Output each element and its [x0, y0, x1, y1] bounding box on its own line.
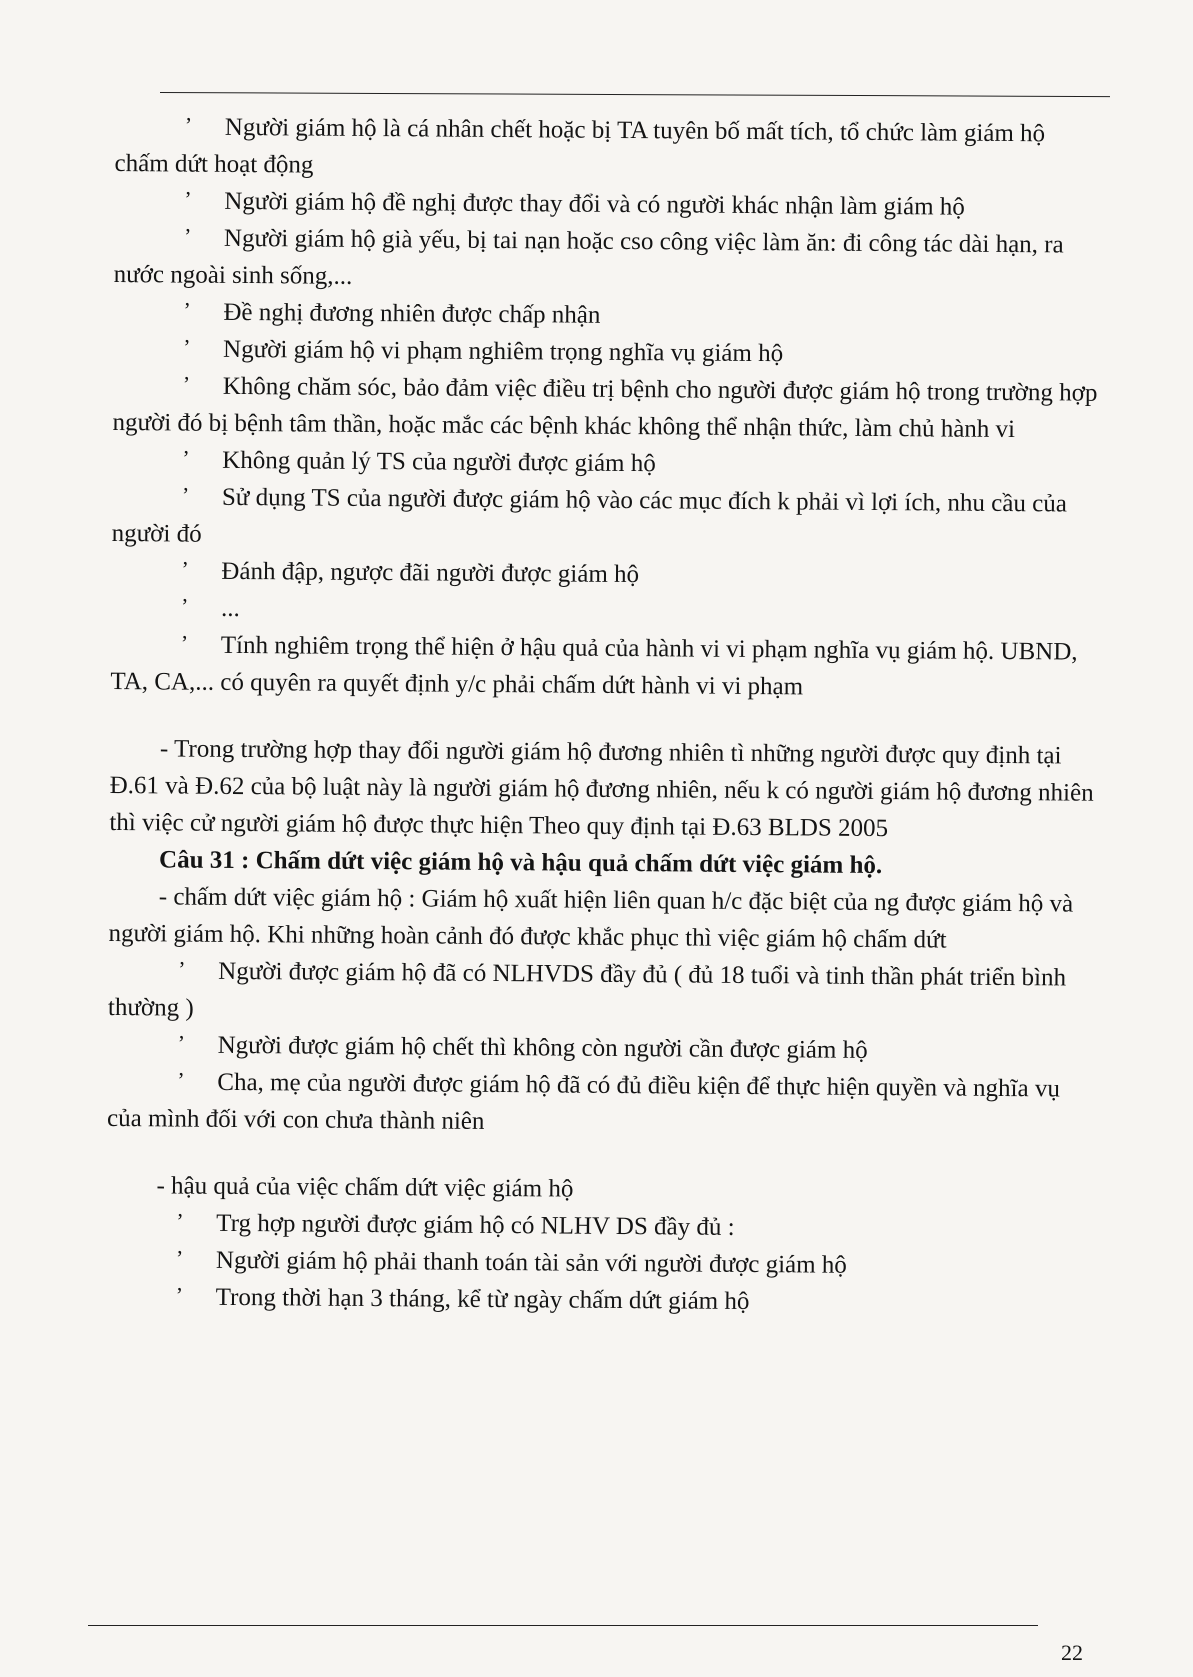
dash-paragraph	[109, 730, 1100, 849]
paragraph-text: Đánh đập, ngược đãi người được giám hộ	[221, 557, 640, 589]
dash-paragraph	[108, 878, 1099, 960]
paragraph-text: Trg hợp người được giám hộ có NLHV DS đầy đủ :	[216, 1209, 735, 1241]
paragraph-text: Người giám hộ vi phạm nghiêm trọng nghĩa vụ giám hộ	[223, 335, 784, 368]
paragraph-text: ...	[220, 594, 240, 622]
paragraph-text: - chấm dứt việc giám hộ : Giám hộ xuất hiện liên quan h/c đặc biệt của ng được giám hộ và người giám hộ. Khi những hoàn cảnh đó được khắc phục thì việc giám hộ chấm dứt	[108, 883, 1074, 954]
bullet-tick-icon: ’	[181, 482, 190, 508]
paragraph-text: Người giám hộ già yếu, bị tai nạn hoặc cso công việc làm ăn: đi công tác dài hạn, ra nước ngoài sinh sống,...	[113, 224, 1064, 290]
page-body	[106, 108, 1105, 1323]
paragraph-text: Câu 31 : Chấm dứt việc giám hộ và hậu quả chấm dứt việc giám hộ.	[158, 846, 883, 880]
bullet-tick-icon: ’	[184, 186, 192, 212]
bullet-tick-icon: ’	[183, 223, 192, 249]
bottom-rule	[88, 1625, 1038, 1626]
bullet-paragraph	[112, 367, 1103, 449]
bullet-paragraph	[106, 1278, 1096, 1323]
bullet-paragraph	[110, 626, 1101, 708]
bullet-tick-icon: ’	[182, 371, 191, 397]
bullet-tick-icon: ’	[175, 1245, 184, 1271]
bullet-tick-icon: ’	[177, 1067, 185, 1093]
paragraph-text: - hậu quả của việc chấm dứt việc giám hộ	[156, 1172, 574, 1203]
paragraph-text: Trong thời hạn 3 tháng, kể từ ngày chấm dứt giám hộ	[215, 1283, 750, 1316]
paragraph-text: Cha, mẹ của người được giám hộ đã có đủ điều kiện để thực hiện quyền và nghĩa vụ của mình đối với con chưa thành niên	[106, 1068, 1061, 1135]
paragraph-text: Người giám hộ phải thanh toán tài sản với người được giám hộ	[215, 1246, 847, 1279]
bullet-tick-icon: ’	[177, 1030, 186, 1056]
bullet-paragraph	[114, 108, 1105, 190]
bullet-tick-icon: ’	[182, 445, 190, 471]
paragraph-text: Người được giám hộ đã có NLHVDS đầy đủ ( đủ 18 tuổi và tinh thần phát triển bình thường )	[107, 957, 1067, 1022]
paragraph-text: Không quản lý TS của người được giám hộ	[222, 446, 656, 478]
paragraph-text: Tính nghiêm trọng thể hiện ở hậu quả của hành vi vi phạm nghĩa vụ giám hộ. UBND, TA, CA,... có quyên ra quyết định y/c phải chấm dứt hành vi vi phạm	[110, 631, 1078, 701]
paragraph-text: Người giám hộ là cá nhân chết hoặc bị TA tuyên bố mất tích, tổ chức làm giám hộ chấm dứt hoạt động	[114, 113, 1046, 179]
bullet-tick-icon: ’	[176, 1208, 184, 1234]
paragraph-text: Sử dụng TS của người được giám hộ vào các mục đích k phải vì lợi ích, nhu cầu của người đó	[111, 483, 1067, 548]
paragraph-text: Đề nghị đương nhiên được chấp nhận	[223, 298, 601, 329]
top-rule	[160, 92, 1110, 97]
bullet-tick-icon: ’	[180, 630, 189, 656]
bullet-tick-icon: ’	[181, 556, 189, 582]
bullet-tick-icon: ’	[178, 956, 186, 982]
bullet-tick-icon: ’	[183, 297, 191, 323]
paragraph-text: Người giám hộ đề nghị được thay đổi và có người khác nhận làm giám hộ	[224, 187, 965, 221]
bullet-paragraph	[112, 478, 1103, 560]
paragraph-text: Người được giám hộ chết thì không còn người cần được giám hộ	[217, 1031, 868, 1064]
page-number: 22	[1061, 1640, 1083, 1665]
bullet-tick-icon: ’	[175, 1282, 184, 1308]
bullet-paragraph	[114, 219, 1105, 301]
bullet-tick-icon: ’	[180, 593, 189, 619]
bullet-tick-icon: ’	[184, 112, 193, 138]
bullet-paragraph	[107, 1063, 1098, 1145]
paragraph-text: - Trong trường hợp thay đổi người giám hộ đương nhiên tì những người được quy định tại Đ.61 và Đ.62 của bộ luật này là người giám hộ đương nhiên, nếu k có người giám hộ đương nhiên thì việc cử người giám hộ được thực hiện Theo quy định tại Đ.63 BLDS 2005	[109, 735, 1094, 843]
bullet-tick-icon: ’	[183, 334, 191, 360]
bullet-paragraph	[108, 952, 1099, 1034]
paragraph-text: Không chăm sóc, bảo đảm việc điều trị bệnh cho người được giám hộ trong trường hợp người đó bị bệnh tâm thần, hoặc mắc các bệnh khác không thể nhận thức, làm chủ hành vi	[112, 372, 1098, 444]
